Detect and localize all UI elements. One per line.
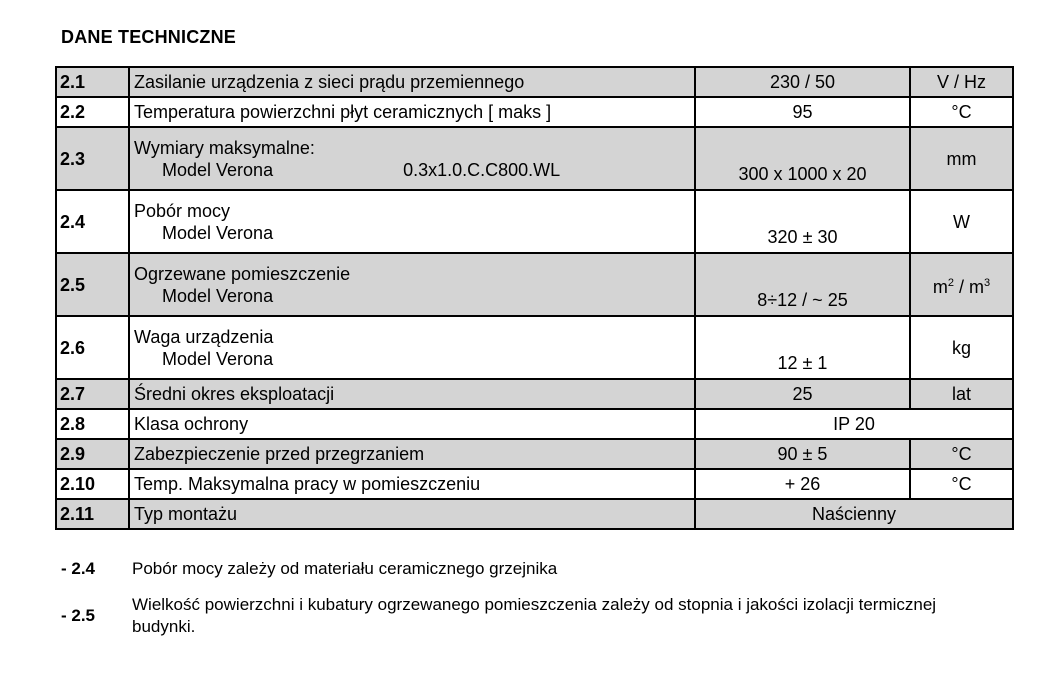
unit-exponent: 3 — [984, 276, 991, 289]
table-row — [56, 190, 1013, 253]
table-row — [56, 439, 1013, 469]
row-number: 2.8 — [56, 409, 129, 439]
footnote-text: Pobór mocy zależy od materiału ceramicznego grzejnika — [132, 559, 558, 578]
row-description: Temperatura powierzchni płyt ceramicznych [ maks ] — [129, 97, 695, 127]
row-sub-code: 0.3x1.0.C.C800.WL — [403, 159, 561, 180]
row-unit: °C — [910, 439, 1013, 469]
row-description-cell — [129, 316, 695, 379]
row-description: Zabezpieczenie przed przegrzaniem — [129, 439, 695, 469]
footnote — [61, 558, 1021, 580]
row-sub-line — [134, 159, 690, 181]
page-title: DANE TECHNICZNE — [61, 27, 237, 47]
row-value: 230 / 50 — [695, 67, 910, 97]
row-value: 95 — [695, 97, 910, 127]
row-value: 8÷12 / ~ 25 — [695, 253, 910, 316]
row-value: Naścienny — [695, 499, 1013, 529]
row-unit: V / Hz — [910, 67, 1013, 97]
unit-separator: / m — [954, 276, 984, 297]
footnote-ref: - 2.4 — [61, 559, 96, 578]
row-description: Zasilanie urządzenia z sieci prądu przemiennego — [129, 67, 695, 97]
table-row — [56, 379, 1013, 409]
row-description: Typ montażu — [129, 499, 695, 529]
row-sub-label: Model Verona — [162, 348, 274, 369]
row-value: 25 — [695, 379, 910, 409]
row-description: Wymiary maksymalne: — [134, 137, 315, 158]
row-value: 12 ± 1 — [695, 316, 910, 379]
row-unit: °C — [910, 469, 1013, 499]
row-number: 2.10 — [56, 469, 129, 499]
row-number: 2.3 — [56, 127, 129, 190]
row-description-cell — [129, 190, 695, 253]
row-unit — [910, 253, 1013, 316]
row-number: 2.6 — [56, 316, 129, 379]
row-description: Klasa ochrony — [129, 409, 695, 439]
technical-data-table — [55, 66, 1014, 530]
row-number: 2.7 — [56, 379, 129, 409]
footnotes — [61, 558, 1021, 652]
table-row — [56, 67, 1013, 97]
footnote-text: Wielkość powierzchni i kubatury ogrzewanego pomieszczenia zależy od stopnia i jakości izolacji termicznej budynki. — [132, 595, 937, 636]
row-unit: mm — [910, 127, 1013, 190]
row-unit: lat — [910, 379, 1013, 409]
footnote — [61, 594, 1021, 638]
row-description: Waga urządzenia — [134, 326, 274, 347]
row-number: 2.9 — [56, 439, 129, 469]
row-description: Ogrzewane pomieszczenie — [134, 263, 351, 284]
table-row — [56, 469, 1013, 499]
table-row — [56, 499, 1013, 529]
row-value: 320 ± 30 — [695, 190, 910, 253]
table-row — [56, 253, 1013, 316]
row-value: 90 ± 5 — [695, 439, 910, 469]
unit-exponent: 2 — [947, 276, 954, 289]
row-value: 300 x 1000 x 20 — [695, 127, 910, 190]
row-sub-label: Model Verona — [162, 159, 274, 180]
row-description-cell — [129, 127, 695, 190]
row-description: Temp. Maksymalna pracy w pomieszczeniu — [129, 469, 695, 499]
table-row — [56, 316, 1013, 379]
row-sub-label: Model Verona — [162, 222, 274, 243]
row-number: 2.5 — [56, 253, 129, 316]
row-number: 2.2 — [56, 97, 129, 127]
table-row — [56, 127, 1013, 190]
row-number: 2.11 — [56, 499, 129, 529]
row-unit: °C — [910, 97, 1013, 127]
row-number: 2.1 — [56, 67, 129, 97]
footnote-ref: - 2.5 — [61, 606, 96, 625]
row-description: Pobór mocy — [134, 200, 231, 221]
table-row — [56, 97, 1013, 127]
row-unit: kg — [910, 316, 1013, 379]
row-sub-label: Model Verona — [162, 285, 274, 306]
row-value: IP 20 — [695, 409, 1013, 439]
row-value: + 26 — [695, 469, 910, 499]
row-description: Średni okres eksploatacji — [129, 379, 695, 409]
table-row — [56, 409, 1013, 439]
unit-base: m — [932, 276, 948, 297]
row-number: 2.4 — [56, 190, 129, 253]
row-description-cell — [129, 253, 695, 316]
row-unit: W — [910, 190, 1013, 253]
